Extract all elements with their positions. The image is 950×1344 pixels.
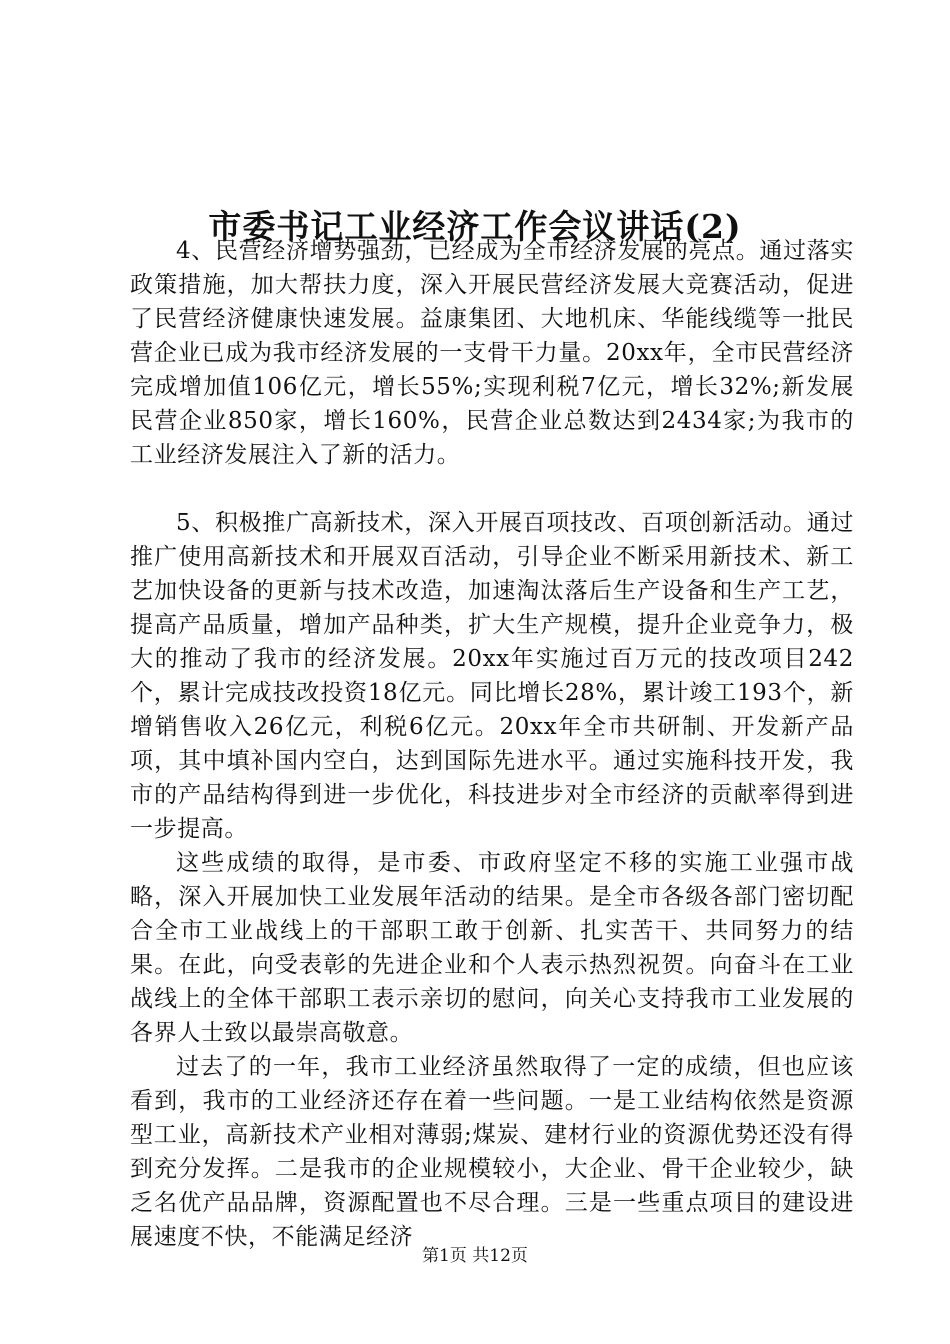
paragraph-high-tech: 5、积极推广高新技术，深入开展百项技改、百项创新活动。通过推广使用高新技术和开展双百活动，引导企业不断采用新技术、新工艺加快设备的更新与技术改造，加速淘汰落后生产设备和生产工艺，提高产品质量，增加产品种类，扩大生产规模，提升企业竞争力，极大的推动了我市的经济发展。20xx年实施过百万元的技改项目242个，累计完成技改投资18亿元。同比增长28%，累计竣工193个，新增销售收入26亿元，利税6亿元。20xx年全市共研制、开发新产品项，其中填补国内空白，达到国际先进水平。通过实施科技开发，我市的产品结构得到进一步优化，科技进步对全市经济的贡献率得到进一步提高。 [130, 510, 854, 842]
document-body [130, 234, 854, 1254]
paragraph-private-economy: 4、民营经济增势强劲，已经成为全市经济发展的亮点。通过落实政策措施，加大帮扶力度，深入开展民营经济发展大竞赛活动，促进了民营经济健康快速发展。益康集团、大地机床、华能线缆等一批民营企业已成为我市经济发展的一支骨干力量。20xx年，全市民营经济完成增加值106亿元，增长55%;实现利税7亿元，增长32%;新发展民营企业850家，增长160%，民营企业总数达到2434家;为我市的工业经济发展注入了新的活力。 [130, 238, 854, 468]
page-footer: 第1页 共12页 [422, 1246, 528, 1266]
paragraph-problems: 过去了的一年，我市工业经济虽然取得了一定的成绩，但也应该看到，我市的工业经济还存在着一些问题。一是工业结构依然是资源型工业，高新技术产业相对薄弱;煤炭、建材行业的资源优势还没有得到充分发挥。二是我市的企业规模较小，大企业、骨干企业较少，缺乏名优产品品牌，资源配置也不尽合理。三是一些重点项目的建设进展速度不快，不能满足经济 [130, 1054, 854, 1250]
paragraph-achievements: 这些成绩的取得，是市委、市政府坚定不移的实施工业强市战略，深入开展加快工业发展年活动的结果。是全市各级各部门密切配合全市工业战线上的干部职工敢于创新、扎实苦干、共同努力的结果。在此，向受表彰的先进企业和个人表示热烈祝贺。向奋斗在工业战线上的全体干部职工表示亲切的慰问，向关心支持我市工业发展的各界人士致以最崇高敬意。 [130, 850, 854, 1046]
document-title: 市委书记工业经济工作会议讲话(2) [208, 207, 742, 247]
